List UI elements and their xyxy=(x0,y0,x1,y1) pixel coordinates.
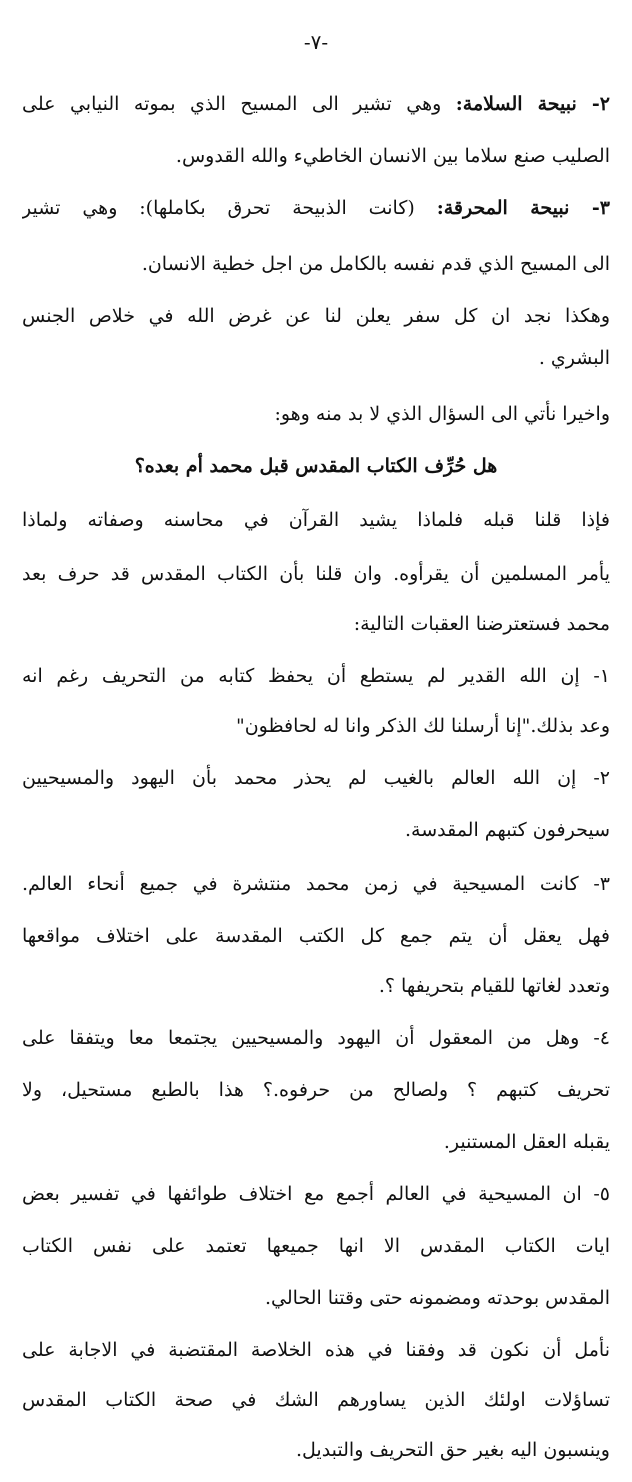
text-line-17 xyxy=(22,922,610,950)
text-line-1 xyxy=(22,90,610,118)
line-text: ٥- ان المسيحية في العالم أجمع مع اختلاف طوائفها في تفسير بعض xyxy=(22,1183,610,1205)
line-text: المقدس بوحدته ومضمونه حتى وقتنا الحالي. xyxy=(264,1287,610,1309)
page-number: -٧- xyxy=(303,30,329,54)
text-line-26 xyxy=(22,1386,610,1414)
text-line-19 xyxy=(22,1024,610,1052)
line-text: فهل يعقل أن يتم جمع كل الكتب المقدسة على اختلاف مواقعها xyxy=(22,925,610,947)
line-text: سيحرفون كتبهم المقدسة. xyxy=(404,819,610,841)
line-text: تحريف كتبهم ؟ ولصالح من حرفوه.؟ هذا بالطبع مستحيل، ولا xyxy=(22,1079,610,1101)
text-line-24 xyxy=(22,1284,610,1312)
line-text: ايات الكتاب المقدس الا انها جميعها تعتمد على نفس الكتاب xyxy=(22,1235,610,1257)
line-text: فإذا قلنا قبله فلماذا يشيد القرآن في محاسنه وصفاته ولماذا xyxy=(22,509,610,531)
section-heading xyxy=(22,452,610,480)
text-line-16 xyxy=(22,870,610,898)
line-text: تساؤلات اولئك الذين يساورهم الشك في صحة الكتاب المقدس xyxy=(22,1389,610,1411)
line-text: وينسبون اليه بغير حق التحريف والتبديل. xyxy=(295,1439,610,1461)
text-line-5 xyxy=(22,302,610,330)
line-text: ١- إن الله القدير لم يستطع أن يحفظ كتابه من التحريف رغم انه xyxy=(22,665,610,687)
line-text: الصليب صنع سلاما بين الانسان الخاطيء والله القدوس. xyxy=(175,145,610,167)
line-text: وتعدد لغاتها للقيام بتحريفها ؟. xyxy=(378,975,610,997)
line-text: وهي تشير الى المسيح الذي بموته النيابي على xyxy=(22,93,456,115)
line-text: نأمل أن نكون قد وفقنا في هذه الخلاصة المقتضبة في الاجابة على xyxy=(22,1339,610,1361)
line-text: يأمر المسلمين أن يقرأوه. وان قلنا بأن الكتاب المقدس قد حرف بعد xyxy=(22,563,610,585)
text-line-3 xyxy=(22,194,610,222)
line-text: وهكذا نجد ان كل سفر يعلن لنا عن غرض الله في خلاص الجنس xyxy=(22,305,610,327)
line-text: (كانت الذبيحة تحرق بكاملها): وهي تشير xyxy=(22,197,437,219)
text-line-6 xyxy=(22,344,610,372)
text-line-2 xyxy=(22,142,610,170)
line-text: ٢- إن الله العالم بالغيب لم يحذر محمد بأن اليهود والمسيحيين xyxy=(22,767,610,789)
text-line-27 xyxy=(22,1436,610,1464)
text-line-14 xyxy=(22,764,610,792)
line-text: يقبله العقل المستنير. xyxy=(443,1131,610,1153)
line-lead: ٢- نبيحة السلامة: xyxy=(455,93,610,115)
text-line-25 xyxy=(22,1336,610,1364)
text-line-20 xyxy=(22,1076,610,1104)
line-text: البشري . xyxy=(538,347,610,369)
text-line-15 xyxy=(22,816,610,844)
line-lead: ٣- نبيحة المحرقة: xyxy=(436,197,610,219)
text-line-4 xyxy=(22,250,610,278)
text-line-21 xyxy=(22,1128,610,1156)
text-line-12 xyxy=(22,662,610,690)
text-line-9 xyxy=(22,506,610,534)
text-line-13 xyxy=(22,712,610,740)
text-line-7 xyxy=(22,400,610,428)
text-line-11 xyxy=(22,610,610,638)
line-text: محمد فستعترضنا العقبات التالية: xyxy=(353,613,610,635)
text-line-18 xyxy=(22,972,610,1000)
text-line-23 xyxy=(22,1232,610,1260)
heading-text: هل حُرِّف الكتاب المقدس قبل محمد أم بعده؟ xyxy=(134,455,498,477)
line-text: ٤- وهل من المعقول أن اليهود والمسيحيين يجتمعا معا ويتفقا على xyxy=(22,1027,610,1049)
text-line-22 xyxy=(22,1180,610,1208)
text-line-10 xyxy=(22,560,610,588)
line-text: واخيرا نأتي الى السؤال الذي لا بد منه وهو: xyxy=(274,403,610,425)
line-text: ٣- كانت المسيحية في زمن محمد منتشرة في جميع أنحاء العالم. xyxy=(22,873,610,895)
line-text: وعد بذلك."إنا أرسلنا لك الذكر وانا له لحافظون" xyxy=(235,715,610,737)
line-text: الى المسيح الذي قدم نفسه بالكامل من اجل خطية الانسان. xyxy=(141,253,610,275)
